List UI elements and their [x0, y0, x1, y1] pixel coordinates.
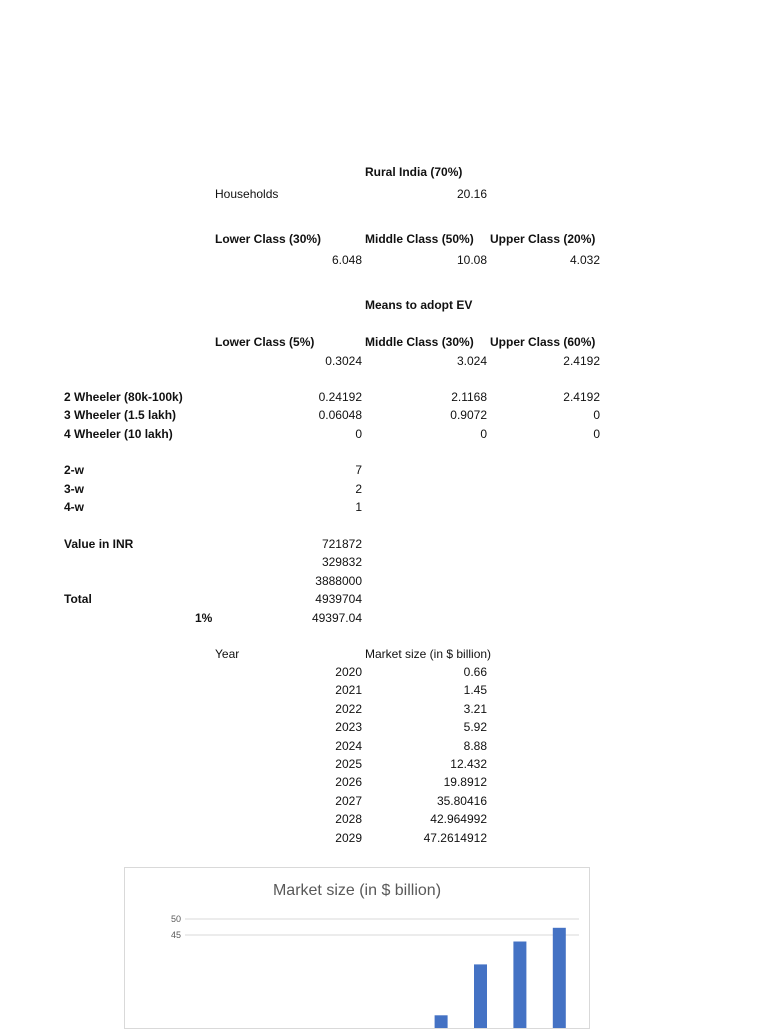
year-header: Year [215, 647, 240, 661]
count-label-4w: 4-w [64, 500, 85, 514]
market-year-cell: 2028 [335, 812, 362, 826]
middle-class-header: Middle Class (50%) [365, 232, 474, 246]
vehicle-label-4w: 4 Wheeler (10 lakh) [64, 427, 173, 441]
upper-class-value: 4.032 [569, 253, 600, 267]
chart-plot [125, 868, 589, 1028]
households-label: Households [215, 187, 279, 201]
market-size-cell: 47.2614912 [423, 831, 487, 845]
market-year-cell: 2029 [335, 831, 362, 845]
vehicle-4w-upper: 0 [593, 427, 600, 441]
market-size-cell: 1.45 [463, 683, 487, 697]
households-value: 20.16 [456, 187, 487, 201]
count-label-3w: 3-w [64, 482, 85, 496]
ev-lower-header: Lower Class (5%) [215, 335, 315, 349]
vehicle-2w-lower: 0.24192 [318, 390, 362, 404]
market-year-cell: 2026 [335, 775, 362, 789]
market-size-cell: 0.66 [463, 665, 487, 679]
market-year-cell: 2020 [335, 665, 362, 679]
market-year-cell: 2024 [335, 739, 362, 753]
chart-bar-2026 [435, 1015, 448, 1028]
value-inr-4w: 3888000 [315, 574, 362, 588]
market-year-cell: 2025 [335, 757, 362, 771]
vehicle-3w-upper: 0 [593, 408, 600, 422]
market-size-cell: 5.92 [463, 720, 487, 734]
vehicle-label-2w: 2 Wheeler (80k-100k) [64, 390, 183, 404]
market-year-cell: 2021 [335, 683, 362, 697]
market-size-header: Market size (in $ billion) [365, 647, 492, 661]
count-label-2w: 2-w [64, 463, 85, 477]
vehicle-4w-middle: 0 [480, 427, 487, 441]
chart-bar-2029 [553, 928, 566, 1028]
market-year-cell: 2023 [335, 720, 362, 734]
market-size-chart [124, 867, 590, 1029]
value-inr-2w: 721872 [321, 537, 362, 551]
total-value: 4939704 [315, 592, 362, 606]
vehicle-2w-upper: 2.4192 [563, 390, 600, 404]
ev-heading: Means to adopt EV [365, 298, 473, 312]
ev-middle-header: Middle Class (30%) [365, 335, 474, 349]
value-inr-3w: 329832 [321, 555, 362, 569]
one-percent-label: 1% [195, 611, 213, 625]
market-size-cell: 12.432 [450, 757, 487, 771]
ev-upper-value: 2.4192 [563, 354, 600, 368]
lower-class-value: 6.048 [331, 253, 362, 267]
market-size-cell: 42.964992 [430, 812, 487, 826]
upper-class-header: Upper Class (20%) [490, 232, 596, 246]
value-inr-label: Value in INR [64, 537, 134, 551]
vehicle-3w-middle: 0.9072 [450, 408, 487, 422]
count-value-4w: 1 [355, 500, 362, 514]
market-size-cell: 35.80416 [436, 794, 487, 808]
ev-middle-value: 3.024 [456, 354, 487, 368]
market-year-cell: 2027 [335, 794, 362, 808]
vehicle-4w-lower: 0 [355, 427, 362, 441]
lower-class-header: Lower Class (30%) [215, 232, 322, 246]
market-size-cell: 19.8912 [443, 775, 487, 789]
vehicle-3w-lower: 0.06048 [318, 408, 362, 422]
rural-india-heading: Rural India (70%) [365, 165, 463, 179]
market-size-cell: 8.88 [463, 739, 487, 753]
middle-class-value: 10.08 [456, 253, 487, 267]
vehicle-2w-middle: 2.1168 [451, 390, 487, 404]
one-percent-value: 49397.04 [311, 611, 362, 625]
total-label: Total [64, 592, 92, 606]
chart-bar-2028 [513, 942, 526, 1029]
y-tick-label: 45 [170, 930, 181, 940]
ev-lower-value: 0.3024 [325, 354, 362, 368]
count-value-2w: 7 [355, 463, 362, 477]
market-size-cell: 3.21 [463, 702, 487, 716]
count-value-3w: 2 [355, 482, 362, 496]
y-tick-label: 50 [170, 914, 181, 924]
chart-title: Market size (in $ billion) [272, 882, 442, 899]
chart-bar-2027 [474, 964, 487, 1028]
market-year-cell: 2022 [335, 702, 362, 716]
vehicle-label-3w: 3 Wheeler (1.5 lakh) [64, 408, 177, 422]
ev-upper-header: Upper Class (60%) [490, 335, 596, 349]
